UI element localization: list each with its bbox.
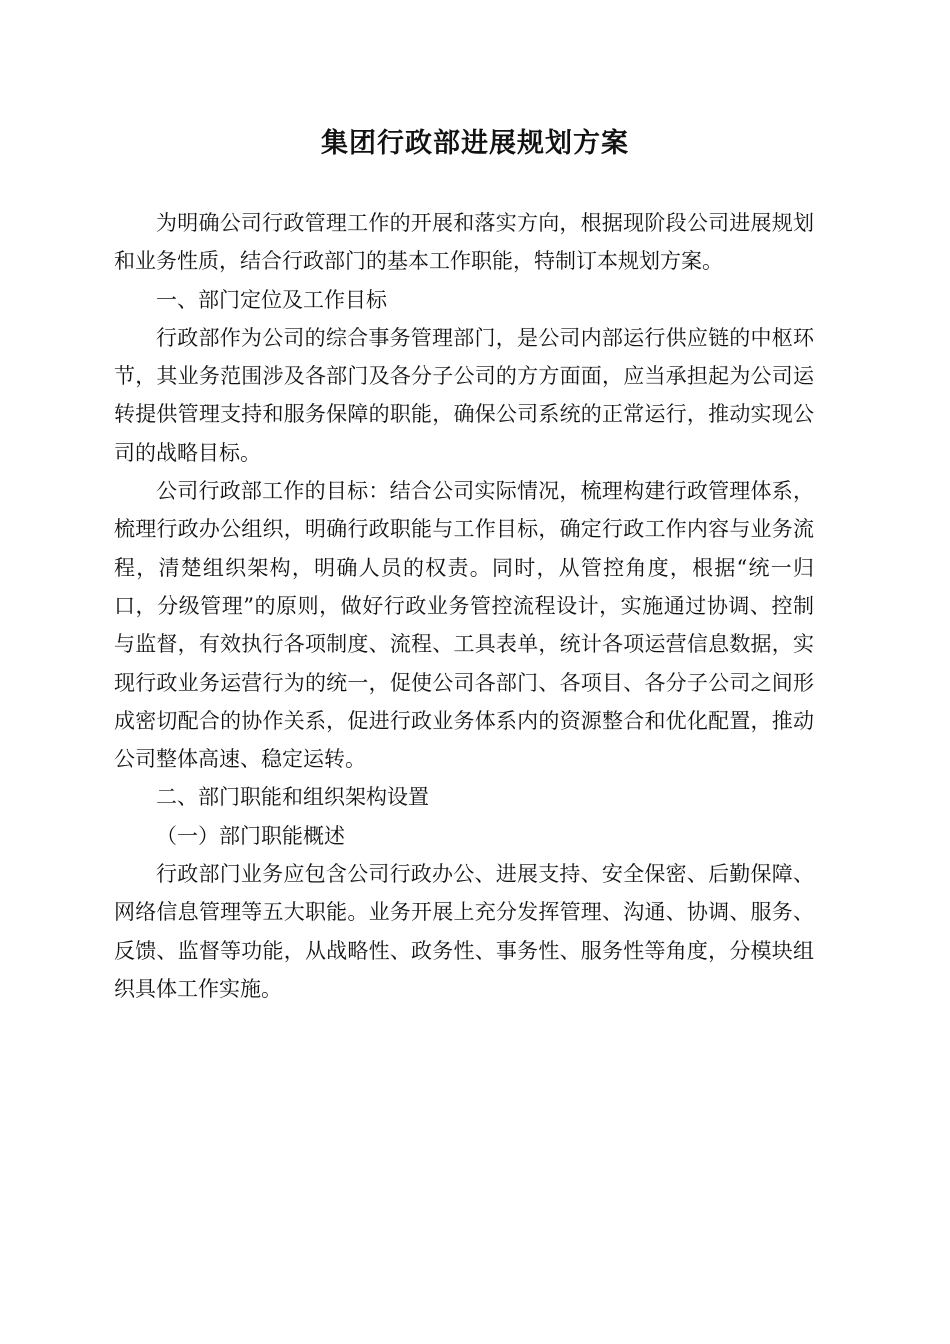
document-title: 集团行政部进展规划方案 bbox=[321, 128, 629, 159]
section-1-paragraph-1: 行政部作为公司的综合事务管理部门，是公司内部运行供应链的中枢环节，其业务范围涉及各部门及各分子公司的方方面面，应当承担起为公司运转提供管理支持和服务保障的职能，确保公司系统的正常运行，推动实现公司的战略目标。 bbox=[114, 325, 814, 465]
section-2-subheading-1: （一）部门职能概述 bbox=[156, 823, 345, 848]
section-2-paragraph-1: 行政部门业务应包含公司行政办公、进展支持、安全保密、后勤保障、网络信息管理等五大职能。业务开展上充分发挥管理、沟通、协调、服务、反馈、监督等功能，从战略性、政务性、事务性、服务性等角度，分模块组织具体工作实施。 bbox=[114, 862, 814, 1001]
intro-paragraph: 为明确公司行政管理工作的开展和落实方向，根据现阶段公司进展规划和业务性质，结合行政部门的基本工作职能，特制订本规划方案。 bbox=[114, 211, 814, 274]
section-2-heading: 二、部门职能和组织架构设置 bbox=[156, 785, 429, 810]
document-body bbox=[114, 204, 814, 1008]
section-1-heading: 一、部门定位及工作目标 bbox=[156, 287, 387, 312]
section-1-paragraph-2: 公司行政部工作的目标：结合公司实际情况，梳理构建行政管理体系，梳理行政办公组织，明确行政职能与工作目标，确定行政工作内容与业务流程，清楚组织架构，明确人员的权责。同时，从管控角度，根据“统一归口，分级管理”的原则，做好行政业务管控流程设计，实施通过协调、控制与监督，有效执行各项制度、流程、工具表单，统计各项运营信息数据，实现行政业务运营行为的统一，促使公司各部门、各项目、各分子公司之间形成密切配合的协作关系，促进行政业务体系内的资源整合和优化配置，推动公司整体高速、稳定运转。 bbox=[114, 479, 814, 772]
